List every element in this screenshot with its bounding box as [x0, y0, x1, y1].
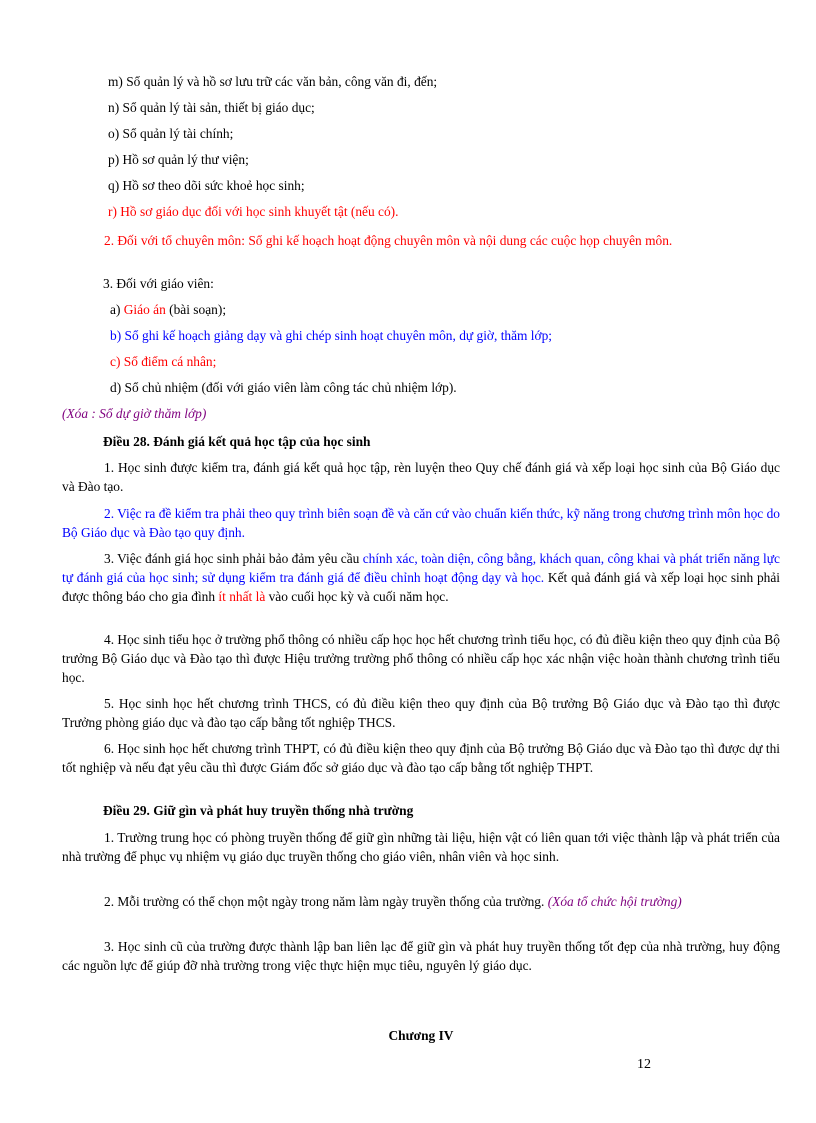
chapter-heading: Chương IV — [388, 1028, 454, 1043]
deletion-note: (Xóa : Sổ dự giờ thăm lớp) — [62, 406, 207, 421]
article-28-paragraph-4: 4. Học sinh tiểu học ở trường phổ thông có nhiều cấp học học hết chương trình tiểu học, có đủ điều kiện theo quy định của Bộ trưởng Bộ Giáo dục và Đào tạo thì được Hiệu trưởng trường phổ thông có nhiều cấp học xác nhận việc hoàn thành chương trình tiểu học. — [62, 632, 780, 685]
article-28-paragraph-5: 5. Học sinh học hết chương trình THCS, có đủ điều kiện theo quy định của Bộ trưởng Bộ Giáo dục và Đào tạo thì được Trưởng phòng giáo dục và đào tạo cấp bằng tốt nghiệp THCS. — [62, 696, 780, 730]
article-28-paragraph-3: 3. Việc đánh giá học sinh phải bảo đảm yêu cầu chính xác, toàn diện, công bằng, khách quan, công khai và phát triển năng lực tự đánh giá của học sinh; sử dụng kiểm tra đánh giá để điều chỉnh hoạt động dạy và học. Kết quả đánh giá và xếp loại học sinh phải được thông báo cho gia đình ít nhất là vào cuối học kỳ và cuối năm học. — [62, 551, 781, 604]
teacher-item-a: a) Giáo án (bài soạn); — [110, 302, 227, 317]
list-item-r: r) Hồ sơ giáo dục đối với học sinh khuyết tật (nếu có). — [108, 204, 399, 219]
article-28-title: Điều 28. Đánh giá kết quả học tập của học sinh — [103, 434, 371, 449]
teacher-group-paragraph: 2. Đối với tổ chuyên môn: Sổ ghi kế hoạch hoạt động chuyên môn và nội dung các cuộc họp chuyên môn. — [104, 233, 673, 248]
teacher-item-b: b) Sổ ghi kế hoạch giảng dạy và ghi chép sinh hoạt chuyên môn, dự giờ, thăm lớp; — [110, 328, 553, 343]
list-item-o: o) Sổ quản lý tài chính; — [108, 126, 234, 141]
article-28-paragraph-2: 2. Việc ra đề kiểm tra phải theo quy trình biên soạn đề và căn cứ vào chuẩn kiến thức, kỹ năng trong chương trình môn học do Bộ Giáo dục và Đào tạo quy định. — [62, 506, 780, 540]
article-29-title: Điều 29. Giữ gìn và phát huy truyền thống nhà trường — [103, 803, 414, 818]
article-29-paragraph-2: 2. Mỗi trường có thể chọn một ngày trong năm làm ngày truyền thống của trường. (Xóa tổ chức hội trường) — [104, 894, 682, 909]
page-number: 12 — [637, 1057, 651, 1072]
article-28-paragraph-1: 1. Học sinh được kiểm tra, đánh giá kết quả học tập, rèn luyện theo Quy chế đánh giá và xếp loại học sinh của Bộ Giáo dục và Đào tạo. — [62, 460, 780, 494]
article-28-paragraph-6: 6. Học sinh học hết chương trình THPT, có đủ điều kiện theo quy định của Bộ trưởng Bộ Giáo dục và Đào tạo thì được dự thi tốt nghiệp và nếu đạt yêu cầu thì được Giám đốc sở giáo dục và đào tạo cấp bằng tốt nghiệp THPT. — [62, 741, 780, 775]
list-item-n: n) Sổ quản lý tài sản, thiết bị giáo dục; — [108, 100, 315, 115]
teacher-item-c: c) Sổ điểm cá nhân; — [110, 354, 217, 369]
article-29-paragraph-3: 3. Học sinh cũ của trường được thành lập ban liên lạc để giữ gìn và phát huy truyền thống tốt đẹp của nhà trường, huy động các nguồn lực để giúp đỡ nhà trường trong việc thực hiện mục tiêu, nguyên lý giáo dục. — [62, 939, 780, 973]
list-item-q: q) Hồ sơ theo dõi sức khoẻ học sinh; — [108, 178, 305, 193]
list-item-m: m) Sổ quản lý và hồ sơ lưu trữ các văn bản, công văn đi, đến; — [108, 74, 438, 89]
teacher-item-d: d) Sổ chủ nhiệm (đối với giáo viên làm công tác chủ nhiệm lớp). — [110, 380, 457, 395]
article-29-paragraph-1: 1. Trường trung học có phòng truyền thống để giữ gìn những tài liệu, hiện vật có liên quan tới việc thành lập và phát triển của nhà trường để phục vụ nhiệm vụ giáo dục truyền thống cho giáo viên, nhân viên và học sinh. — [62, 830, 780, 864]
teachers-heading: 3. Đối với giáo viên: — [103, 276, 214, 291]
list-item-p: p) Hồ sơ quản lý thư viện; — [108, 152, 249, 167]
